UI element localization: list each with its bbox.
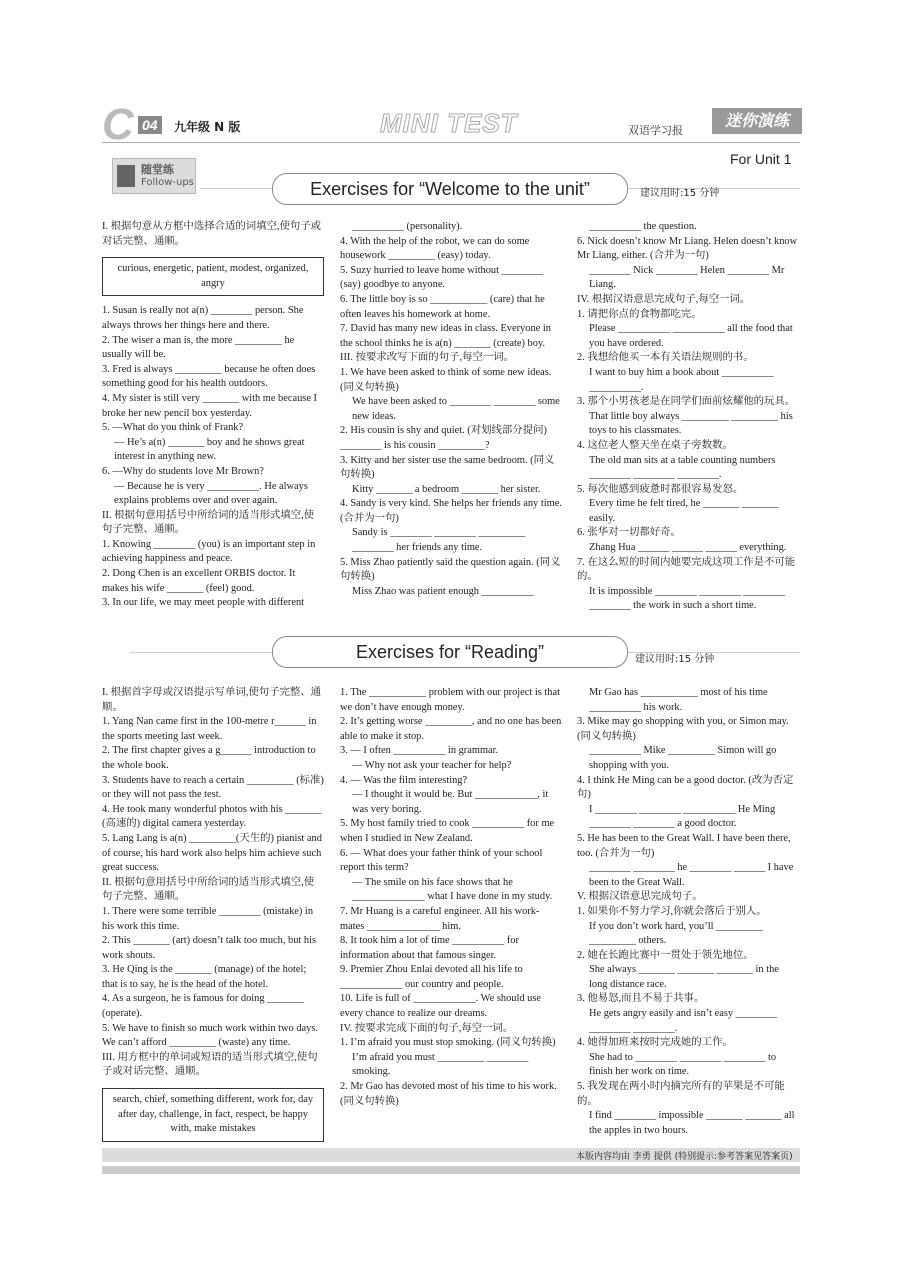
question-line: — Because he is very __________. He always explains problems over and over again. (114, 480, 308, 507)
question-line: Miss Zhao was patient enough __________ (352, 585, 534, 597)
grade-label: 九年级 N 版 (174, 120, 241, 134)
question-line: 1. Susan is really not a(n) ________ person. She always throws her things here and there. (102, 305, 304, 331)
question-line: 2. It’s getting worse _________, and no one has been able to make it stop. (340, 716, 562, 742)
question-line: The old man sits at a table counting numbers ________ ________ ________. (589, 454, 776, 481)
question-line: 6. Nick doesn’t know Mr Liang. Helen doesn’t know Mr Liang, either. (合并为一句) (577, 235, 798, 262)
question-line: 6. —Why do students love Mr Brown? (102, 465, 264, 477)
book-icon (117, 165, 135, 187)
follow-en: Follow-ups (141, 177, 194, 188)
section2-column-2 (340, 686, 562, 1109)
question-line: 4. He took many wonderful photos with his _______ (高速的) digital camera yesterday. (102, 803, 322, 830)
question-line: 1. 如果你不努力学习,你就会落后于别人。 (577, 905, 767, 917)
word-box: curious, energetic, patient, modest, organized, angry (102, 257, 324, 296)
question-line: 4. 这位老人整天坐在桌子旁数数。 (577, 439, 733, 451)
question-line: 3. Fred is always _________ because he often does something good for his health outdoors. (102, 363, 316, 390)
question-line: 3. 那个小男孩老是在同学们面前炫耀他的玩具。 (577, 396, 796, 408)
question-line: 1. Knowing ________ (you) is an important step in achieving happiness and peace. (102, 538, 316, 565)
question-line: 1. There were some terrible ________ (mistake) in his work this time. (102, 905, 314, 932)
follow-ups-badge (112, 158, 196, 194)
question-line: __________ the question. (589, 221, 697, 232)
question-line: 2. His cousin is shy and quiet. (对划线部分提问) ________ is his cousin _________? (340, 425, 547, 451)
question-line: I ________ ________ __________ He Ming ________ ________ a good doctor. (589, 803, 776, 830)
question-line: 8. It took him a lot of time __________ for information about that famous singer. (340, 935, 519, 961)
question-line: ________ Nick ________ Helen ________ Mr Liang. (589, 264, 785, 291)
question-line: We have been asked to ________ ________ some new ideas. (352, 396, 560, 422)
question-line: 2. This _______ (art) doesn’t talk too much, but his work shouts. (102, 935, 317, 961)
logo-letter: C (102, 100, 134, 149)
question-line: Mr Gao has ___________ most of his time __________ his work. (589, 687, 768, 713)
question-line: It is impossible ________ ________ ________ ________ the work in such a short time. (589, 585, 785, 612)
question-line: Zhang Hua ______ ______ ______ everything. (589, 542, 787, 554)
question-line: III. 按要求改写下面的句子,每空一词。 (340, 352, 515, 364)
question-line: IV. 按要求完成下面的句子,每空一词。 (340, 1022, 514, 1034)
question-line: I want to buy him a book about __________ __________. (589, 366, 774, 393)
question-line: He gets angry easily and isn’t easy ________ ________ ________. (589, 1008, 778, 1034)
question-line: 4. — Was the film interesting? (340, 774, 468, 786)
question-line: — Why not ask your teacher for help? (352, 759, 512, 771)
question-line: Sandy is ________ ________ _________ ________ her friends any time. (352, 527, 526, 554)
question-line: I find ________ impossible _______ _______ all the apples in two hours. (589, 1110, 795, 1136)
question-line: Kitty _______ a bedroom _______ her sister. (352, 483, 541, 495)
question-line: 5. We have to finish so much work within two days. We can’t afford _________ (waste) any time. (102, 1022, 318, 1049)
question-line: 4. Sandy is very kind. She helps her friends any time. (合并为一句) (340, 498, 562, 524)
paper-name: 双语学习报 (628, 124, 683, 137)
question-line: Please __________ __________ all the food that you have ordered. (589, 323, 793, 349)
question-line: __________ (personality). (352, 221, 463, 232)
question-line: IV. 根据汉语意思完成句子,每空一词。 (577, 293, 751, 305)
question-line: 10. Life is full of ____________. We should use every chance to realize our dreams. (340, 993, 541, 1020)
page-number: 04 (138, 116, 162, 134)
question-line: If you don’t work hard, you’ll _________ _________ others. (589, 920, 763, 947)
footer-bar-2 (102, 1166, 800, 1174)
question-line: She always _______ _______ _______ in the long distance race. (589, 964, 779, 990)
question-line: 6. The little boy is so ___________ (care) that he often leaves his homework at home. (340, 293, 545, 320)
footer-note: 本版内容均由 李勇 提供 (特别提示:参考答案见答案页) (576, 1152, 793, 1162)
question-line: 1. The ___________ problem with our project is that we don’t have enough money. (340, 687, 560, 713)
question-line: 4. With the help of the robot, we can do some housework _________ (easy) today. (340, 235, 530, 262)
section2-suggest: 建议用时:15 分钟 (635, 654, 715, 665)
question-line: 2. 我想给他买一本有关语法规则的书。 (577, 352, 754, 364)
section2-title: Exercises for “Reading” (272, 636, 628, 668)
question-line: I. 根据句意从方框中选择合适的词填空,使句子或对话完整、通顺。 (102, 221, 322, 247)
question-line: 2. The first chapter gives a g______ introduction to the whole book. (102, 745, 316, 771)
question-line: 4. As a surgeon, he is famous for doing _______ (operate). (102, 993, 304, 1020)
section2-column-3 (577, 686, 799, 1138)
question-line: 3. In our life, we may meet people with different (102, 597, 305, 609)
question-line: 3. Kitty and her sister use the same bedroom. (同义句转换) (340, 454, 555, 481)
question-line: 3. 他易怒,而且不易于共事。 (577, 993, 705, 1005)
question-line: 5. 每次他感到疲惫时都很容易发怒。 (577, 483, 744, 495)
question-line: 2. 她在长跑比赛中一贯处于领先地位。 (577, 949, 754, 961)
unit-label: For Unit 1 (730, 151, 792, 167)
question-line: V. 根据汉语意思完成句子。 (577, 891, 703, 903)
question-line: 5. Lang Lang is a(n) _________(天生的) pianist and of course, his hard work also helps him achieve such great success. (102, 832, 322, 874)
question-line: 6. 张华对一切都好奇。 (577, 527, 681, 539)
section1-column-2 (340, 220, 562, 599)
question-line: 2. The wiser a man is, the more _________ he usually will be. (102, 334, 295, 361)
section2-column-1 (102, 686, 324, 1150)
question-line: That little boy always _________ _________ his toys to his classmates. (589, 410, 793, 437)
question-line: ________ ________ he ________ ______ I have been to the Great Wall. (589, 862, 794, 888)
question-line: 5. 我发现在两小时内摘完所有的苹果是不可能的。 (577, 1081, 785, 1107)
question-line: — The smile on his face shows that he ______________ what I have done in my study. (352, 876, 553, 903)
question-line: 4. My sister is still very _______ with me because I broke her new pencil box yesterday. (102, 392, 317, 419)
question-line: 3. — I often __________ in grammar. (340, 745, 499, 757)
question-line: __________ Mike _________ Simon will go shopping with you. (589, 745, 777, 771)
question-line: 7. Mr Huang is a careful engineer. All his work-mates ______________ him. (340, 905, 540, 932)
question-line: 5. Suzy hurried to leave home without ________ (say) goodbye to anyone. (340, 264, 544, 291)
question-line: 5. —What do you think of Frank? (102, 422, 244, 434)
section1-column-3 (577, 220, 799, 614)
question-line: II. 根据句意用括号中所给词的适当形式填空,使句子完整、通顺。 (102, 509, 315, 536)
question-line: 9. Premier Zhou Enlai devoted all his life to ____________ our country and people. (340, 964, 523, 990)
question-line: 5. My host family tried to cook __________ for me when I studied in New Zealand. (340, 818, 555, 844)
question-line: I’m afraid you must _________ ________ smoking. (352, 1051, 529, 1078)
question-line: 7. David has many new ideas in class. Everyone in the school thinks he is a(n) _______ (create) boy. (340, 323, 551, 349)
section1-title: Exercises for “Welcome to the unit” (272, 173, 628, 205)
question-line: III. 用方框中的单词或短语的适当形式填空,使句子或对话完整、通顺。 (102, 1051, 318, 1078)
question-line: 1. Yang Nan came first in the 100-metre r______ in the sports meeting last week. (102, 716, 317, 742)
question-line: 3. Students have to reach a certain _________ (标准) or they will not pass the test. (102, 774, 324, 801)
question-line: 1. I’m afraid you must stop smoking. (同义句转换) (340, 1037, 556, 1049)
question-line: 4. 她得加班来按时完成她的工作。 (577, 1037, 733, 1049)
word-box: search, chief, something different, work for, day after day, challenge, in fact, respect, be happy with, make mistakes (102, 1088, 324, 1142)
question-line: 7. 在这么短的时间内她要完成这项工作是不可能的。 (577, 556, 796, 583)
question-line: 6. — What does your father think of your school report this term? (340, 847, 543, 874)
follow-cn: 随堂练 (141, 163, 174, 176)
brand-label: 迷你演练 (712, 108, 802, 134)
question-line: She had to ________ ________ ________ to finish her work on time. (589, 1051, 777, 1078)
question-line: Every time he felt tired, he _______ _______ easily. (589, 498, 779, 524)
question-line: — I thought it would be. But ____________, it was very boring. (352, 789, 549, 815)
question-line: 1. 请把你点的食物都吃完。 (577, 308, 702, 320)
question-line: 5. He has been to the Great Wall. I have been there, too. (合并为一句) (577, 832, 791, 859)
question-line: 2. Mr Gao has devoted most of his time to his work. (同义句转换) (340, 1081, 557, 1107)
question-line: 4. I think He Ming can be a good doctor. (改为否定句) (577, 774, 794, 801)
section1-column-1 (102, 220, 324, 611)
question-line: 1. We have been asked to think of some new ideas. (同义句转换) (340, 366, 552, 393)
question-line: 3. He Qing is the _______ (manage) of the hotel; that is to say, he is the head of the hotel. (102, 964, 307, 990)
section-banner: MINI TEST (380, 108, 518, 138)
question-line: I. 根据首字母或汉语提示写单词,使句子完整、通顺。 (102, 687, 322, 713)
section1-suggest: 建议用时:15 分钟 (640, 188, 720, 199)
question-line: 3. Mike may go shopping with you, or Simon may. (同义句转换) (577, 716, 789, 742)
question-line: II. 根据句意用括号中所给词的适当形式填空,使句子完整、通顺。 (102, 876, 315, 903)
question-line: 5. Miss Zhao patiently said the question again. (同义句转换) (340, 556, 561, 583)
question-line: 2. Dong Chen is an excellent ORBIS doctor. It makes his wife _______ (feel) good. (102, 568, 296, 594)
question-line: — He’s a(n) _______ boy and he shows great interest in anything new. (114, 436, 305, 463)
